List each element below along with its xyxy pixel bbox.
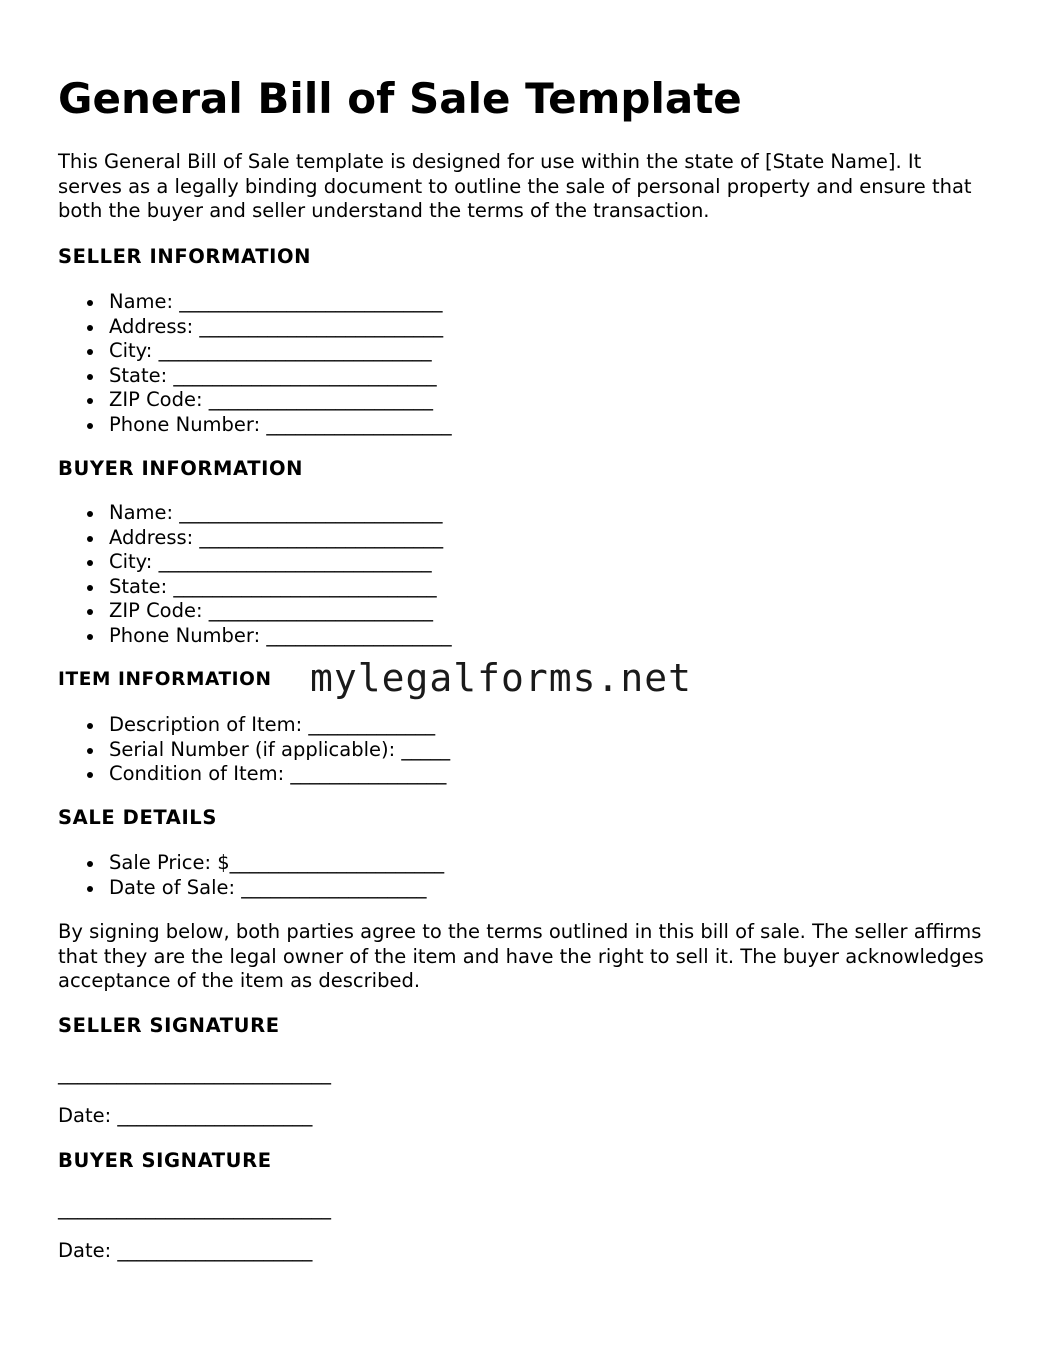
buyer-zip-field[interactable]: ZIP Code: _______________________ bbox=[58, 599, 452, 624]
buyer-city-field[interactable]: City: ____________________________ bbox=[58, 550, 452, 575]
sale-details-heading: SALE DETAILS bbox=[58, 806, 217, 829]
agreement-paragraph: By signing below, both parties agree to the terms outlined in this bill of sale. The seller affirms that they are the legal owner of the item and have the right to sell it. The buyer acknowledges acceptance of the item as described. bbox=[58, 920, 984, 992]
seller-signature-line[interactable]: ____________________________ bbox=[58, 1062, 331, 1085]
buyer-signature-date[interactable]: Date: ____________________ bbox=[58, 1239, 313, 1262]
sale-price-field[interactable]: Sale Price: $______________________ bbox=[58, 851, 444, 876]
buyer-info-heading: BUYER INFORMATION bbox=[58, 457, 304, 480]
buyer-state-field[interactable]: State: ___________________________ bbox=[58, 575, 452, 600]
seller-state-field[interactable]: State: ___________________________ bbox=[58, 364, 452, 389]
seller-name-field[interactable]: Name: ___________________________ bbox=[58, 290, 452, 315]
seller-phone-field[interactable]: Phone Number: ___________________ bbox=[58, 413, 452, 438]
seller-address-field[interactable]: Address: _________________________ bbox=[58, 315, 452, 340]
sale-details-list bbox=[58, 851, 444, 900]
item-info-list bbox=[58, 713, 450, 787]
buyer-signature-heading: BUYER SIGNATURE bbox=[58, 1149, 272, 1172]
sale-date-field[interactable]: Date of Sale: ___________________ bbox=[58, 876, 444, 901]
seller-signature-date[interactable]: Date: ____________________ bbox=[58, 1104, 313, 1127]
item-condition-field[interactable]: Condition of Item: ________________ bbox=[58, 762, 450, 787]
item-info-heading: ITEM INFORMATION bbox=[58, 669, 272, 690]
item-serial-field[interactable]: Serial Number (if applicable): _____ bbox=[58, 738, 450, 763]
buyer-address-field[interactable]: Address: _________________________ bbox=[58, 526, 452, 551]
seller-signature-heading: SELLER SIGNATURE bbox=[58, 1014, 280, 1037]
document-title: General Bill of Sale Template bbox=[58, 74, 742, 123]
intro-paragraph: This General Bill of Sale template is designed for use within the state of [State Name]. It serves as a legally binding document to outline the sale of personal property and ensure that both the buyer and seller understand the terms of the transaction. bbox=[58, 150, 972, 222]
seller-info-list bbox=[58, 290, 452, 437]
item-description-field[interactable]: Description of Item: _____________ bbox=[58, 713, 450, 738]
seller-city-field[interactable]: City: ____________________________ bbox=[58, 339, 452, 364]
buyer-info-list bbox=[58, 501, 452, 648]
buyer-signature-line[interactable]: ____________________________ bbox=[58, 1197, 331, 1220]
buyer-phone-field[interactable]: Phone Number: ___________________ bbox=[58, 624, 452, 649]
buyer-name-field[interactable]: Name: ___________________________ bbox=[58, 501, 452, 526]
seller-zip-field[interactable]: ZIP Code: _______________________ bbox=[58, 388, 452, 413]
seller-info-heading: SELLER INFORMATION bbox=[58, 245, 312, 268]
watermark-text: mylegalforms.net bbox=[310, 656, 693, 700]
